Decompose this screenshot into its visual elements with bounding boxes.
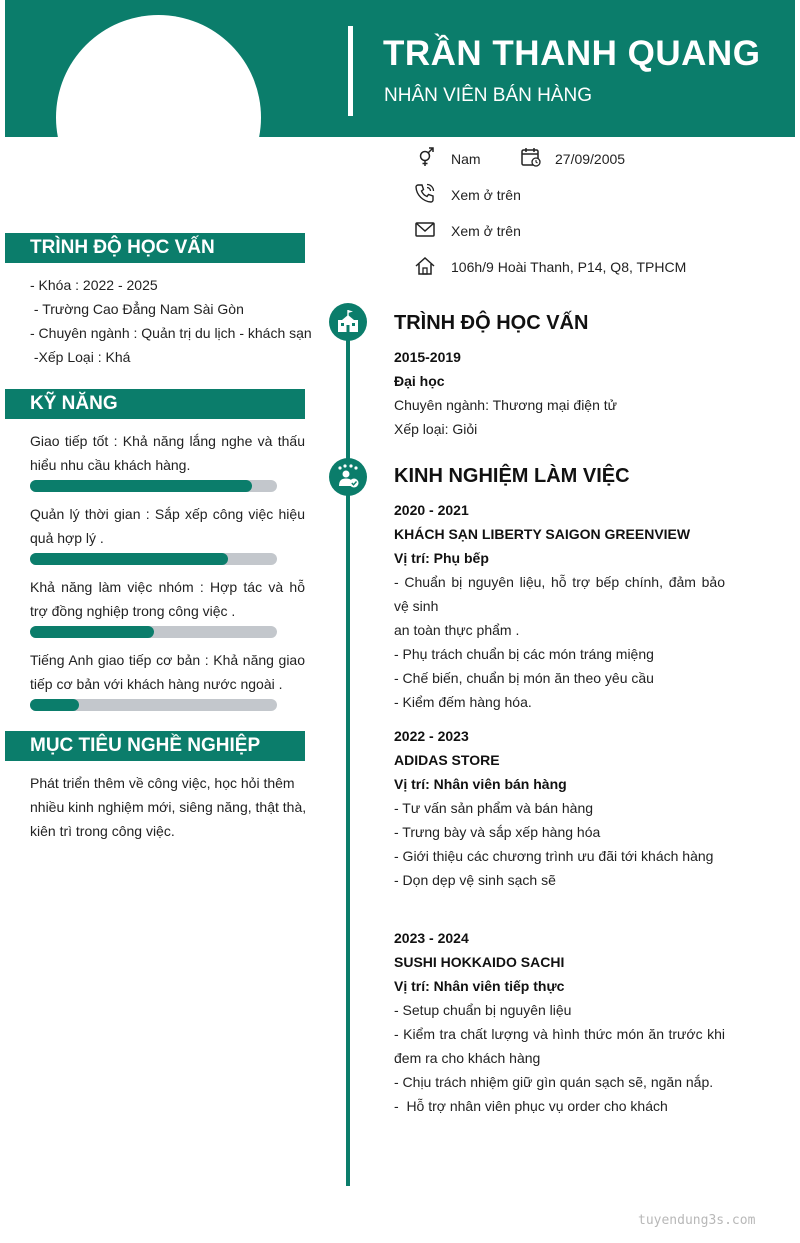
- left-education-line: -Xếp Loại : Khá: [30, 349, 131, 365]
- job-task: - Kiểm đếm hàng hóa.: [394, 694, 532, 710]
- phone-icon: [414, 182, 436, 204]
- skill-description: Tiếng Anh giao tiếp cơ bản : Khả năng giao tiếp cơ bản với khách hàng nước ngoài .: [30, 652, 305, 692]
- job-task: - Kiểm tra chất lượng và hình thức món ăn trước khi đem ra cho khách hàng: [394, 1026, 725, 1066]
- home-icon: [414, 255, 436, 277]
- timeline-line: [346, 318, 350, 1186]
- right-education-heading: TRÌNH ĐỘ HỌC VẤN: [394, 312, 589, 334]
- experience-heading: KINH NGHIỆM LÀM VIỆC: [394, 465, 630, 487]
- header-divider: [348, 26, 353, 116]
- skill-bar: [30, 626, 277, 638]
- experience-icon: [329, 458, 367, 496]
- education-major: Chuyên ngành: Thương mại điện tử: [394, 397, 618, 413]
- job-task: - Chế biến, chuẩn bị món ăn theo yêu cầu: [394, 670, 654, 686]
- watermark: tuyendung3s.com: [638, 1213, 756, 1228]
- mail-icon: [414, 219, 436, 241]
- gender-value: Nam: [451, 151, 481, 167]
- experience-timeline-marker: [329, 458, 367, 496]
- calendar-icon: [520, 146, 542, 168]
- education-grade: Xếp loại: Giỏi: [394, 421, 478, 437]
- job-position: Vị trí: Nhân viên tiếp thực: [394, 978, 565, 994]
- job-company: ADIDAS STORE: [394, 752, 500, 768]
- candidate-name: TRẦN THANH QUANG: [383, 34, 761, 73]
- left-education-line: - Khóa : 2022 - 2025: [30, 277, 158, 293]
- job-task: - Tư vấn sản phẩm và bán hàng: [394, 800, 594, 816]
- address-value: 106h/9 Hoài Thanh, P14, Q8, TPHCM: [451, 259, 687, 275]
- education-degree: Đại học: [394, 373, 445, 389]
- gender-icon: [414, 146, 436, 168]
- education-timeline-marker: [329, 303, 367, 341]
- skill-description: Quản lý thời gian : Sắp xếp công việc hiệu quả hợp lý .: [30, 506, 305, 546]
- job-task: - Chịu trách nhiệm giữ gìn quán sạch sẽ, ngăn nắp.: [394, 1074, 714, 1090]
- job-task: - Trưng bày và sắp xếp hàng hóa: [394, 824, 601, 840]
- job-task: - Giới thiệu các chương trình ưu đãi tới khách hàng: [394, 848, 714, 864]
- candidate-job-title: NHÂN VIÊN BÁN HÀNG: [384, 85, 592, 106]
- skill-bar: [30, 553, 277, 565]
- school-icon: [329, 303, 367, 341]
- education-years: 2015-2019: [394, 349, 461, 365]
- phone-value: Xem ở trên: [451, 187, 521, 203]
- job-company: SUSHI HOKKAIDO SACHI: [394, 954, 565, 970]
- email-value: Xem ở trên: [451, 223, 521, 239]
- avatar-mask: [56, 137, 261, 227]
- skill-description: Khả năng làm việc nhóm : Hợp tác và hỗ trợ đồng nghiệp trong công việc .: [30, 579, 305, 619]
- job-task: - Phụ trách chuẩn bị các món tráng miệng: [394, 646, 654, 662]
- job-task: - Dọn dẹp vệ sinh sạch sẽ: [394, 872, 556, 888]
- skill-bar-fill: [30, 699, 79, 711]
- job-company: KHÁCH SẠN LIBERTY SAIGON GREENVIEW: [394, 526, 691, 542]
- skill-bar-fill: [30, 626, 154, 638]
- birthdate-value: 27/09/2005: [555, 151, 626, 167]
- objective-heading: MỤC TIÊU NGHỀ NGHIỆP: [5, 731, 305, 761]
- job-years: 2023 - 2024: [394, 930, 469, 946]
- job-position: Vị trí: Phụ bếp: [394, 550, 489, 566]
- job-task: - Chuẩn bị nguyên liệu, hỗ trợ bếp chính, đảm bảo vệ sinh: [394, 574, 725, 614]
- job-task: - Setup chuẩn bị nguyên liệu: [394, 1002, 572, 1018]
- left-education-line: - Chuyên ngành : Quản trị du lịch - khách sạn: [30, 325, 312, 341]
- objective-text: Phát triển thêm về công việc, học hỏi thêm nhiều kinh nghiệm mới, siêng năng, thật thà, kiên trì trong công việc.: [30, 775, 307, 839]
- job-task: - Hỗ trợ nhân viên phục vụ order cho khách: [394, 1098, 668, 1114]
- skill-description: Giao tiếp tốt : Khả năng lắng nghe và thấu hiểu nhu cầu khách hàng.: [30, 433, 305, 473]
- job-years: 2020 - 2021: [394, 502, 469, 518]
- skill-bar: [30, 699, 277, 711]
- skill-bar: [30, 480, 277, 492]
- skill-bar-fill: [30, 480, 252, 492]
- skills-heading: KỸ NĂNG: [5, 389, 305, 419]
- left-education-heading: TRÌNH ĐỘ HỌC VẤN: [5, 233, 305, 263]
- job-task: an toàn thực phẩm .: [394, 622, 520, 638]
- job-years: 2022 - 2023: [394, 728, 469, 744]
- skill-bar-fill: [30, 553, 228, 565]
- left-education-line: - Trường Cao Đẳng Nam Sài Gòn: [30, 301, 244, 317]
- job-position: Vị trí: Nhân viên bán hàng: [394, 776, 567, 792]
